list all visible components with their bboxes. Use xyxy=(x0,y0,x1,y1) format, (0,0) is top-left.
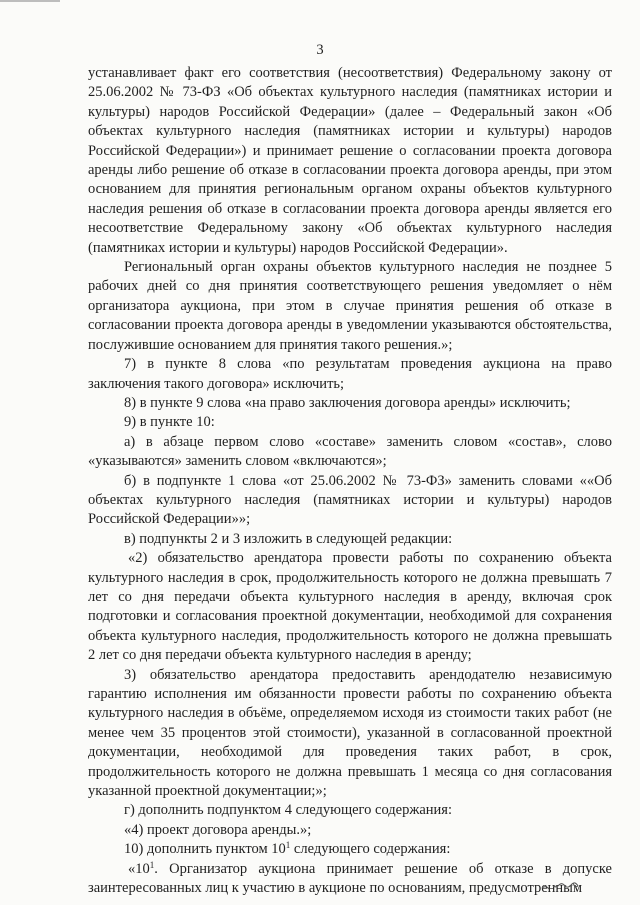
superscript: 1 xyxy=(285,840,291,851)
new-subpoint-2: «2) обязательство арендатора провести работы по сохранению объекта культурного наследия в срок, продолжительность которого не должна превышать 7 лет со дня передачи объекта культурного наследия в аренду, включая срок подготовки и согласования проектной документации, необходимой для сохранения объекта культурного наследия, продолжительность которого не должна превышать 2 лет со дня передачи объекта культурного наследия в аренду; xyxy=(88,550,612,664)
paragraph-notification: Региональный орган охраны объектов культурного наследия не позднее 5 рабочих дней со дня принятия соответствующего решения уведомляет о нём организатора аукциона, при этом в случае принятия решения об отказе в согласовании проекта договора аренды в уведомлении указываются обстоятельства, послужившие основанием для принятия такого решения.»; xyxy=(88,259,612,353)
scan-edge-line xyxy=(0,0,60,2)
item-10-text-start: 10) дополнить пунктом 10 xyxy=(124,841,286,858)
subitem-b: б) в подпункте 1 слова «от 25.06.2002 № 73-ФЗ» заменить словами ««Об объектах культурного наследия (памятниках истории и культуры) народов Российской Федерации»»; xyxy=(88,472,612,528)
new-subpoint-3: 3) обязательство арендатора предоставить арендодателю независимую гарантию исполнения им обязанности провести работы по сохранению объекта культурного наследия в объёме, определяемом исходя из стоимости таких работ (не менее чем 35 процентов этой стоимости), указанной в согласованной проектной документации, необходимой для проведения таких работ, в срок, продолжительность которого не должна превышать 1 месяца со дня согласования указанной проектной документации;»; xyxy=(88,666,612,800)
subitem-v: в) подпункты 2 и 3 изложить в следующей редакции: xyxy=(124,530,453,547)
point-10-1-text: . Организатор аукциона принимает решение об отказе в допуске заинтересованных лиц к участию в аукционе по основаниям, предусмотренным xyxy=(88,860,612,897)
item-9: 9) в пункте 10: xyxy=(124,414,215,431)
document-body xyxy=(88,64,612,898)
item-7: 7) в пункте 8 слова «по результатам проведения аукциона на право заключения такого договора» исключить; xyxy=(88,356,612,392)
page-number: 3 xyxy=(316,42,324,58)
new-subpoint-4: «4) проект договора аренды.»; xyxy=(124,821,312,838)
handwritten-mark xyxy=(540,874,588,896)
subitem-a: а) в абзаце первом слово «составе» заменить словом «состав», слово «указываются» заменить словом «включаются»; xyxy=(88,433,612,470)
item-8: 8) в пункте 9 слова «на право заключения договора аренды» исключить; xyxy=(124,394,571,411)
item-10-text-end: следующего содержания: xyxy=(290,841,451,858)
paragraph-continuation: устанавливает факт его соответствия (несоответствия) Федеральному закону от 25.06.2002 № 73-ФЗ «Об объектах культурного наследия (памятниках истории и культуры) народов Российской Федерации» (далее – Федеральный закон «Об объектах культурного наследия (памятниках истории и культуры) народов Российской Федерации») и принимает решение о согласовании проекта договора аренды либо решение об отказе в согласовании проекта договора аренды, при этом основанием для принятия региональным органом охраны объектов культурного наследия решения об отказе в согласовании проекта договора аренды является его несоответствие Федеральному закону «Об объектах культурного наследия (памятниках истории и культуры) народов Российской Федерации». xyxy=(88,65,612,256)
point-10-1-number: «10 xyxy=(128,860,150,877)
superscript: 1 xyxy=(149,859,155,870)
item-10 xyxy=(88,840,612,859)
point-10-1 xyxy=(88,860,612,899)
subitem-g: г) дополнить подпунктом 4 следующего содержания: xyxy=(124,802,453,819)
